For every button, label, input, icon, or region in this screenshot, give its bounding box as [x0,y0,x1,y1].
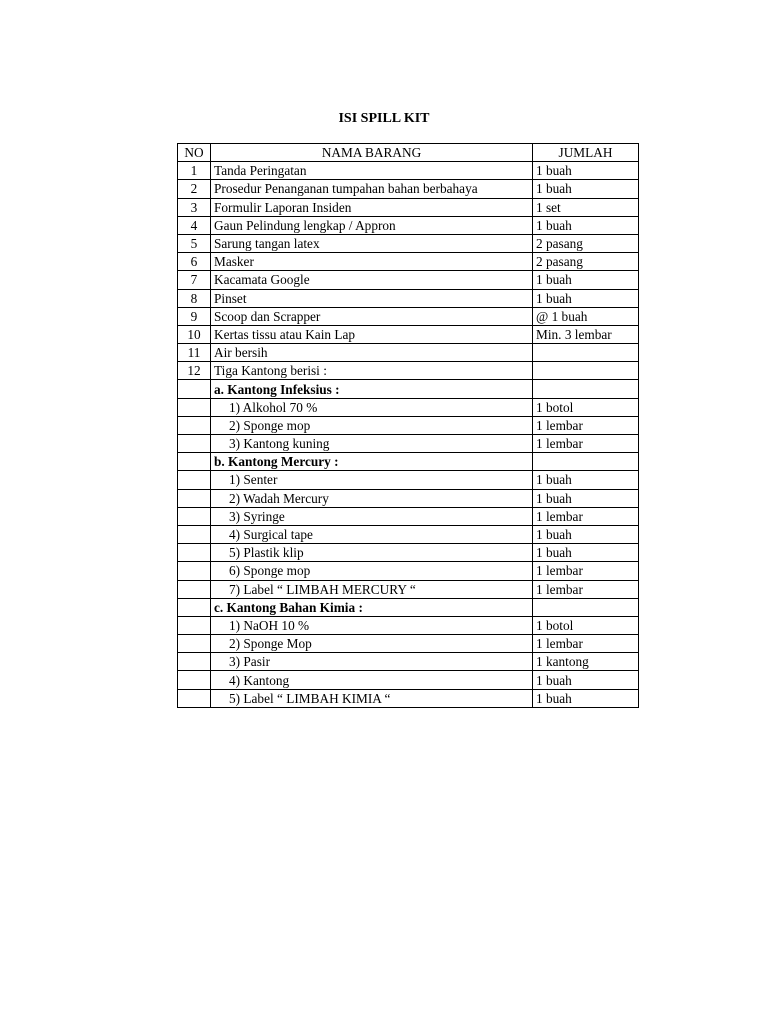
item-name: Scoop dan Scrapper [211,307,533,325]
item-name: Tiga Kantong berisi : [211,362,533,380]
table-row [178,325,639,343]
table-row [178,307,639,325]
item-name: 3) Syringe [211,507,533,525]
row-number [178,635,211,653]
table-row [178,489,639,507]
table-row [178,635,639,653]
table-row [178,162,639,180]
item-name: Air bersih [211,344,533,362]
item-quantity: 1 buah [533,471,639,489]
item-name: Kacamata Google [211,271,533,289]
row-number: 4 [178,216,211,234]
item-quantity: 1 buah [533,162,639,180]
item-quantity: 1 buah [533,180,639,198]
row-number [178,544,211,562]
header-qty: JUMLAH [533,144,639,162]
item-quantity [533,598,639,616]
item-quantity [533,380,639,398]
row-number: 2 [178,180,211,198]
table-body [178,162,639,708]
item-name: 3) Pasir [211,653,533,671]
row-number [178,689,211,707]
row-number [178,416,211,434]
row-number: 3 [178,198,211,216]
table-row [178,344,639,362]
table-row [178,416,639,434]
item-name: Gaun Pelindung lengkap / Appron [211,216,533,234]
table-row [178,562,639,580]
item-name: Pinset [211,289,533,307]
item-name: 3) Kantong kuning [211,435,533,453]
row-number: 12 [178,362,211,380]
item-name: Tanda Peringatan [211,162,533,180]
row-number [178,562,211,580]
row-number [178,380,211,398]
table-row [178,398,639,416]
row-number [178,580,211,598]
item-name: Kertas tissu atau Kain Lap [211,325,533,343]
item-quantity: @ 1 buah [533,307,639,325]
row-number [178,653,211,671]
item-quantity: 1 lembar [533,635,639,653]
item-quantity: 1 botol [533,616,639,634]
item-quantity: 1 buah [533,271,639,289]
item-quantity: 1 buah [533,544,639,562]
table-row [178,507,639,525]
item-quantity [533,344,639,362]
row-number [178,489,211,507]
row-number: 6 [178,253,211,271]
row-number [178,471,211,489]
item-quantity: 1 lembar [533,562,639,580]
item-quantity: 1 botol [533,398,639,416]
row-number [178,435,211,453]
item-quantity: 2 pasang [533,253,639,271]
row-number: 7 [178,271,211,289]
table-row [178,362,639,380]
table-row [178,234,639,252]
item-name: b. Kantong Mercury : [211,453,533,471]
item-name: a. Kantong Infeksius : [211,380,533,398]
item-quantity: 1 buah [533,216,639,234]
table-row [178,580,639,598]
table-row [178,271,639,289]
table-row [178,525,639,543]
row-number [178,616,211,634]
item-quantity: 1 buah [533,671,639,689]
item-quantity: 1 buah [533,689,639,707]
row-number [178,525,211,543]
item-quantity: 1 lembar [533,416,639,434]
item-name: 6) Sponge mop [211,562,533,580]
item-quantity: 1 lembar [533,580,639,598]
table-row [178,198,639,216]
row-number [178,507,211,525]
item-quantity: 1 lembar [533,507,639,525]
table-row [178,216,639,234]
item-name: 2) Wadah Mercury [211,489,533,507]
item-quantity: 1 buah [533,289,639,307]
table-row [178,616,639,634]
row-number [178,671,211,689]
item-quantity: 2 pasang [533,234,639,252]
item-name: Sarung tangan latex [211,234,533,252]
row-number: 8 [178,289,211,307]
table-row [178,653,639,671]
row-number: 5 [178,234,211,252]
item-name: 5) Plastik klip [211,544,533,562]
item-name: Masker [211,253,533,271]
row-number: 11 [178,344,211,362]
item-quantity [533,453,639,471]
item-name: 4) Surgical tape [211,525,533,543]
item-name: 1) Alkohol 70 % [211,398,533,416]
item-name: 1) NaOH 10 % [211,616,533,634]
item-quantity: 1 lembar [533,435,639,453]
header-name: NAMA BARANG [211,144,533,162]
table-header-row [178,144,639,162]
page-title: ISI SPILL KIT [338,111,430,126]
spill-kit-table [177,143,639,708]
row-number: 10 [178,325,211,343]
table-row [178,289,639,307]
table-row [178,471,639,489]
table-section-row [178,598,639,616]
row-number [178,598,211,616]
item-name: c. Kantong Bahan Kimia : [211,598,533,616]
item-name: 7) Label “ LIMBAH MERCURY “ [211,580,533,598]
item-quantity: 1 buah [533,525,639,543]
item-name: Prosedur Penanganan tumpahan bahan berbahaya [211,180,533,198]
item-quantity: Min. 3 lembar [533,325,639,343]
row-number [178,398,211,416]
table-section-row [178,453,639,471]
item-name: 2) Sponge mop [211,416,533,434]
item-quantity: 1 kantong [533,653,639,671]
item-quantity: 1 buah [533,489,639,507]
row-number: 9 [178,307,211,325]
header-no: NO [178,144,211,162]
table-row [178,689,639,707]
item-name: 4) Kantong [211,671,533,689]
table-row [178,544,639,562]
item-name: 5) Label “ LIMBAH KIMIA “ [211,689,533,707]
row-number: 1 [178,162,211,180]
item-quantity [533,362,639,380]
item-name: 2) Sponge Mop [211,635,533,653]
table-section-row [178,380,639,398]
table-row [178,180,639,198]
item-name: 1) Senter [211,471,533,489]
row-number [178,453,211,471]
table-row [178,253,639,271]
item-name: Formulir Laporan Insiden [211,198,533,216]
item-quantity: 1 set [533,198,639,216]
table-row [178,671,639,689]
table-row [178,435,639,453]
